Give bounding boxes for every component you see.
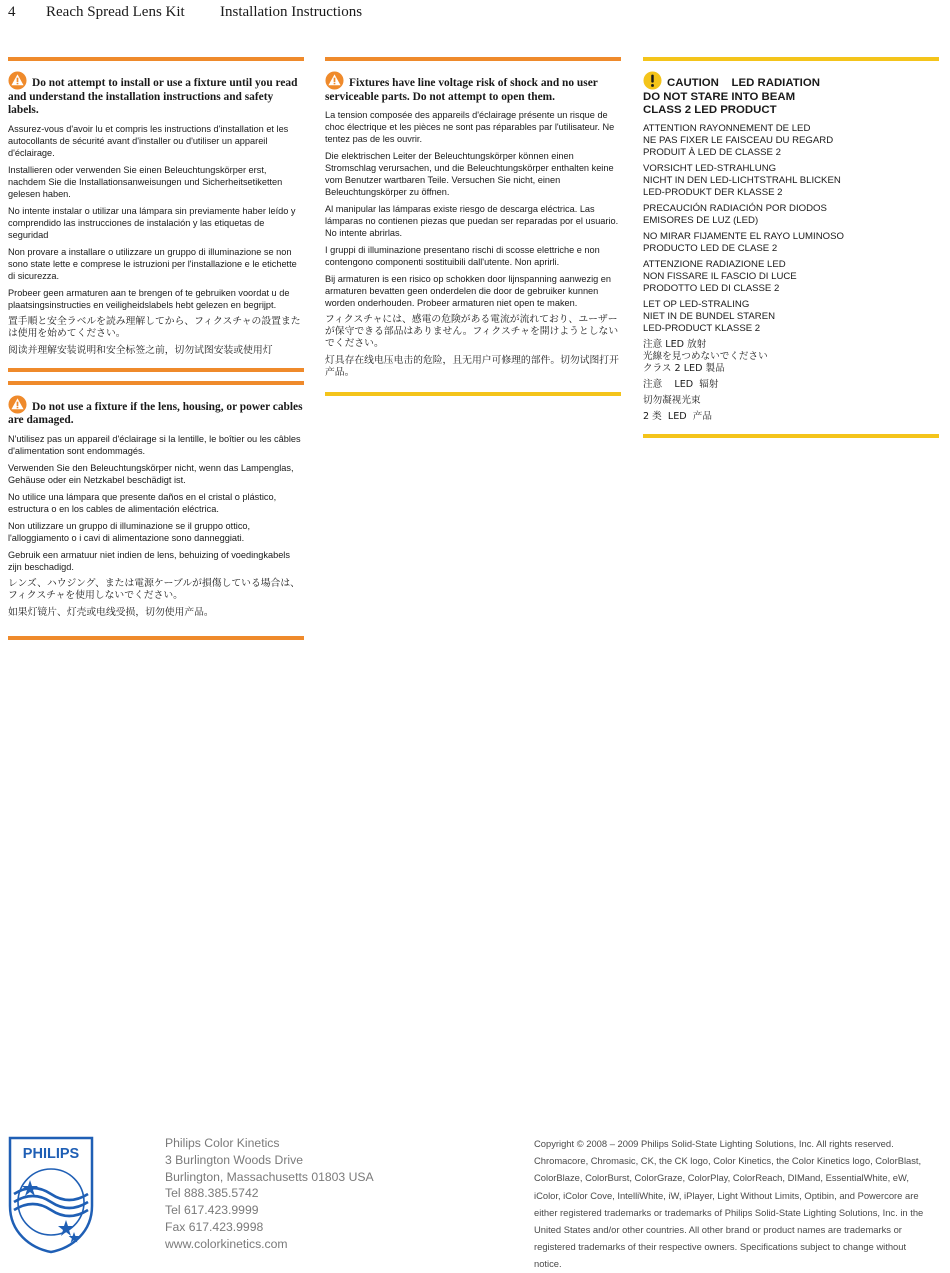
warning-heading-text: Fixtures have line voltage risk of shock and no user serviceable parts. Do not attempt to open them. [325,77,598,103]
caution-nl: LET OP LED-STRALING NIET IN DE BUNDEL STAREN LED-PRODUCT KLASSE 2 [643,298,776,334]
warning-box-install [8,57,304,372]
philips-shield-logo [8,1136,94,1254]
page-header [8,2,942,24]
paragraph-de: Die elektrischen Leiter der Beleuchtungskörper können einen Stromschlag verursachen, und die Beleuchtungskörper enthalten keine vom Benutzer wartbaren Teile. Versuchen Sie nicht, einen Beleuchtungskörper zu öffnen. [325,151,614,198]
paragraph-it: Non provare a installare o utilizzare un gruppo di illuminazione se non sono state lette e comprese le istruzioni per l'installazione e le etichette di sicurezza. [8,246,297,281]
warning-heading [8,71,304,118]
address-tel-2: Tel 617.423.9999 [165,1203,259,1218]
paragraph-fr: La tension composée des appareils d'éclairage présente un risque de choc électrique et les pièces ne sont pas réparables par l'utilisateur. Ne tentez pas de les ouvrir. [325,110,615,145]
paragraph-es: No intente instalar o utilizar una lámpara sin previamente haber leído y comprendido las instrucciones de instalación y las etiquetas de seguridad [8,205,296,240]
paragraph-es: Al manipular las lámparas existe riesgo de descarga eléctrica. Las lámparas no contienen piezas que puedan ser reparadas por el usuario. No intente abrirlas. [325,204,619,239]
section-title: Installation Instructions [220,4,363,20]
caution-led-box [643,57,939,438]
paragraph-zh: 阅读并理解安装说明和安全标签之前，切勿试图安装或使用灯 [8,344,273,356]
paragraph-ja: フィクスチャには、感電の危険がある電流が流れており、ユーザーが保守できる部品はありません。フィクスチャを開けようとしないでください。 [325,314,619,350]
caution-zh-3: 2 类 LED 产品 [643,410,712,422]
caution-de: VORSICHT LED-STRAHLUNG NICHT IN DEN LED-LICHTSTRAHL BLICKEN LED-PRODUKT DER KLASSE 2 [643,162,841,198]
company-address [165,1135,465,1253]
warning-triangle-icon [325,71,344,90]
caution-exclamation-icon [643,71,662,90]
address-city: Burlington, Massachusetts 01803 USA [165,1169,374,1184]
paragraph-fr: Assurez-vous d'avoir lu et compris les instructions d'installation et les autocollants de sécurité avant d'installer ou d'utiliser un appareil d'éclairage. [8,123,289,158]
address-fax: Fax 617.423.9998 [165,1219,264,1234]
paragraph-it: Non utilizzare un gruppo di illuminazione se il gruppo ottico, l'alloggiamento o i cavi di alimentazione sono danneggiati. [8,520,251,543]
warning-box-voltage [325,57,621,396]
paragraph-ja: レンズ、ハウジング、または電源ケーブルが損傷している場合は、フィクスチャを使用しないでください。 [8,577,300,601]
paragraph-de: Installieren oder verwenden Sie einen Beleuchtungskörper erst, nachdem Sie die Installationsanweisungen und Sicherheitsetiketten gelesen haben. [8,164,283,199]
warning-box-damaged [8,381,304,640]
caution-ja: 注意 LED 放射 光線を見つめないでください クラス 2 LED 製品 [643,338,768,374]
paragraph-fr: N'utilisez pas un appareil d'éclairage si la lentille, le boîtier ou les câbles d'alimentation sont endommagés. [8,433,301,456]
column-2 [325,57,621,396]
document-title: Reach Spread Lens Kit [46,4,185,20]
column-3 [643,57,939,438]
warning-heading [8,395,304,428]
paragraph-ja: 置手順と安全ラベルを読み理解してから、フィクスチャの設置または使用を始めてください。 [8,315,301,339]
website-link[interactable]: www.colorkinetics.com [165,1236,288,1251]
warning-heading [325,71,621,104]
warning-triangle-icon [8,71,27,90]
column-1 [8,57,304,640]
warning-heading-text: Do not attempt to install or use a fixture until you read and understand the installation instructions and safety labels. [8,77,298,117]
paragraph-nl: Bij armaturen is een risico op schokken door lijnspanning aanwezig en armaturen bevatten geen onderdelen die door de gebruiker kunnen worden onderhouden. Probeer armaturen niet open te maken. [325,274,611,309]
caution-heading-line1: CAUTION LED RADIATION [667,77,820,89]
caution-heading-line3: CLASS 2 LED PRODUCT [643,104,777,117]
paragraph-it: I gruppi di illuminazione presentano rischi di scosse elettriche e non contengono componenti sostituibili dall'utente. Non aprirli. [325,245,600,268]
paragraph-zh: 如果灯镜片、灯壳或电线受损，切勿使用产品。 [8,606,214,618]
caution-heading [643,71,939,118]
caution-es-1: PRECAUCIÓN RADIACIÓN POR DIODOS EMISORES DE LUZ (LED) [643,202,827,226]
warning-heading-text: Do not use a fixture if the lens, housing, or power cables are damaged. [8,400,303,427]
copyright-notice: Copyright © 2008 – 2009 Philips Solid-State Lighting Solutions, Inc. All rights reserved. Chromacore, Chromasic, CK, the CK logo, Color Kinetics, the Color Kinetics logo, ColorBlast, ColorBlaze, ColorBurst, ColorGraze, ColorPlay, ColorReach, DIMand, EssentialWhite, eW, iColor, iColor Cove, IntelliWhite, iW, iPlayer, Light Without Limits, Optibin, and Powercore are either registered trademarks or trademarks of Philips Solid-State Lighting Solutions, Inc. in the United States and/or other countries. All other brand or product names are trademarks or registered trademarks of their respective owners. Specifications subject to change without notice. [534,1138,924,1270]
caution-zh-1: 注意 LED 辐射 [643,378,719,390]
paragraph-de: Verwenden Sie den Beleuchtungskörper nicht, wenn das Lampenglas, Gehäuse oder ein Netzkabel beschädigt ist. [8,462,294,485]
address-tel-1: Tel 888.385.5742 [165,1186,259,1201]
paragraph-es: No utilice una lámpara que presente daños en el cristal o plástico, estructura o en los cables de alimentación eléctrica. [8,491,277,514]
warning-triangle-icon [8,395,27,414]
page-number: 4 [8,4,16,20]
address-company: Philips Color Kinetics [165,1136,280,1150]
caution-heading-line2: DO NOT STARE INTO BEAM [643,90,796,103]
caution-es-2: NO MIRAR FIJAMENTE EL RAYO LUMINOSO PRODUCTO LED DE CLASE 2 [643,230,844,254]
paragraph-nl: Probeer geen armaturen aan te brengen of te gebruiken voordat u de plaatsingsinstructies en veiligheidslabels hebt gelezen en begrijpt. [8,287,290,310]
logo-wordmark: PHILIPS [22,1146,80,1162]
caution-fr: ATTENTION RAYONNEMENT DE LED NE PAS FIXER LE FAISCEAU DU REGARD PRODUIT À LED DE CLASSE 2 [643,122,834,158]
paragraph-nl: Gebruik een armatuur niet indien de lens, behuizing of voedingkabels zijn beschadigd. [8,549,290,572]
paragraph-zh: 灯具存在线电压电击的危险，且无用户可修理的部件。切勿试图打开产品。 [325,355,619,379]
page-footer [0,1130,950,1270]
address-street: 3 Burlington Woods Drive [165,1152,303,1167]
caution-it: ATTENZIONE RADIAZIONE LED NON FISSARE IL FASCIO DI LUCE PRODOTTO LED DI CLASSE 2 [643,258,797,294]
caution-zh-2: 切勿凝视光束 [643,394,701,406]
